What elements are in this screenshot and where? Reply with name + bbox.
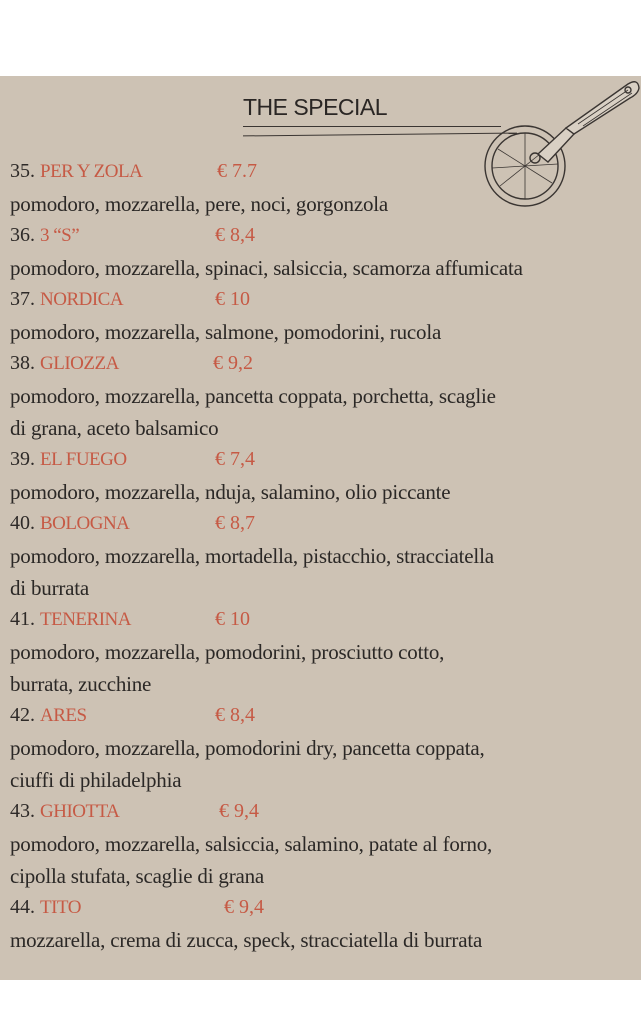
item-description: pomodoro, mozzarella, nduja, salamino, olio piccante: [10, 480, 451, 504]
item-description: pomodoro, mozzarella, spinaci, salsiccia, scamorza affumicata: [10, 256, 523, 280]
bottom-bar: [0, 980, 641, 1024]
item-description: pomodoro, mozzarella, pere, noci, gorgonzola: [10, 192, 389, 216]
item-name: NORDICA: [40, 289, 124, 310]
item-name: TENERINA: [40, 609, 131, 630]
item-number: 43.: [10, 800, 35, 822]
item-label: [10, 512, 129, 535]
item-name: GHIOTTA: [40, 801, 120, 822]
item-label: [10, 704, 87, 727]
item-name: ARES: [40, 705, 87, 726]
menu-item-header: [10, 444, 641, 476]
menu-item-header: [10, 892, 641, 924]
menu-item-header: [10, 220, 641, 252]
item-price: € 10: [215, 288, 250, 310]
menu-item-header: [10, 604, 641, 636]
item-description: burrata, zucchine: [10, 672, 152, 696]
item-name: TITO: [40, 897, 81, 918]
title-underline-secondary: [243, 133, 517, 137]
item-number: 36.: [10, 224, 35, 246]
menu-items-list: [10, 156, 641, 956]
item-description: mozzarella, crema di zucca, speck, stracciatella di burrata: [10, 928, 483, 952]
item-price: € 8,4: [215, 704, 255, 726]
item-price: € 9,4: [219, 800, 259, 822]
menu-item-header: [10, 156, 641, 188]
item-description: di burrata: [10, 576, 90, 600]
item-name: BOLOGNA: [40, 513, 130, 534]
item-number: 41.: [10, 608, 35, 630]
menu-card: [0, 76, 641, 980]
item-price: € 9,2: [213, 352, 253, 374]
item-label: [10, 224, 79, 247]
item-number: 40.: [10, 512, 35, 534]
item-price: € 8,4: [215, 224, 255, 246]
item-label: [10, 800, 119, 823]
item-description: pomodoro, mozzarella, salsiccia, salamino, patate al forno,: [10, 832, 493, 856]
item-description: di grana, aceto balsamico: [10, 416, 219, 440]
item-name: 3 “S”: [40, 225, 80, 246]
item-label: [10, 288, 123, 311]
item-description: pomodoro, mozzarella, pomodorini, prosciutto cotto,: [10, 640, 445, 664]
item-description: pomodoro, mozzarella, salmone, pomodorini, rucola: [10, 320, 442, 344]
menu-item-header: [10, 796, 641, 828]
item-number: 35.: [10, 160, 35, 182]
menu-item-header: [10, 284, 641, 316]
item-price: € 10: [215, 608, 250, 630]
item-label: [10, 608, 131, 631]
title-underline: [243, 126, 501, 127]
item-description: pomodoro, mozzarella, mortadella, pistacchio, stracciatella: [10, 544, 494, 568]
item-description: pomodoro, mozzarella, pancetta coppata, porchetta, scaglie: [10, 384, 496, 408]
item-label: [10, 160, 142, 183]
item-name: EL FUEGO: [40, 449, 127, 470]
item-number: 42.: [10, 704, 35, 726]
item-price: € 7,4: [215, 448, 255, 470]
item-label: [10, 352, 119, 375]
menu-title: THE SPECIAL: [243, 94, 388, 120]
item-description: pomodoro, mozzarella, pomodorini dry, pancetta coppata,: [10, 736, 485, 760]
item-number: 44.: [10, 896, 35, 918]
item-price: € 9,4: [224, 896, 264, 918]
item-price: € 8,7: [215, 512, 255, 534]
item-name: GLIOZZA: [40, 353, 119, 374]
item-label: [10, 896, 81, 919]
item-number: 37.: [10, 288, 35, 310]
item-description: cipolla stufata, scaglie di grana: [10, 864, 265, 888]
menu-item-header: [10, 348, 641, 380]
item-number: 38.: [10, 352, 35, 374]
item-description: ciuffi di philadelphia: [10, 768, 182, 792]
item-name: PER Y ZOLA: [40, 161, 143, 182]
item-price: € 7.7: [217, 160, 257, 182]
menu-item-header: [10, 508, 641, 540]
menu-item-header: [10, 700, 641, 732]
item-number: 39.: [10, 448, 35, 470]
item-label: [10, 448, 127, 471]
